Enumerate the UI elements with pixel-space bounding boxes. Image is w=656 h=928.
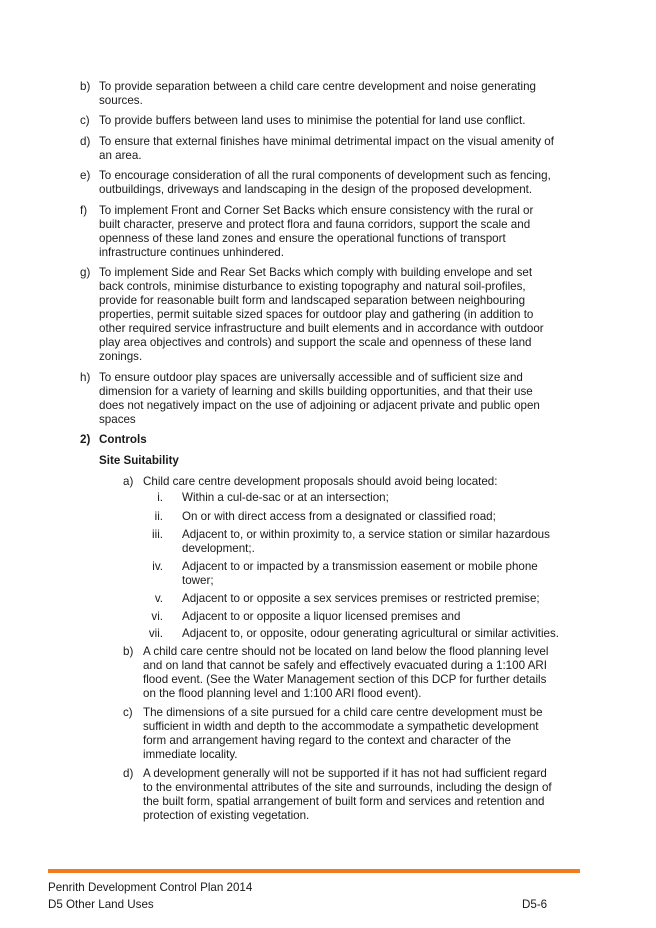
list-text: does not negatively impact on the use of adjoining or adjacent private and public open xyxy=(99,399,540,412)
list-text: on the flood planning level and 1:100 ARI flood event). xyxy=(143,687,422,700)
list-label: b) xyxy=(80,80,91,93)
section-number: 2) xyxy=(80,433,91,446)
list-text: A development generally will not be supported if it has not had sufficient regard xyxy=(143,767,547,780)
list-text: back controls, minimise disturbance to existing topography and natural soil-profiles, xyxy=(99,280,526,293)
list-label: i. xyxy=(157,491,163,504)
section-title: Controls xyxy=(99,433,147,446)
list-text: To ensure that external finishes have minimal detrimental impact on the visual amenity of xyxy=(99,135,554,148)
list-text: other required service infrastructure and built elements and in accordance with outdoor xyxy=(99,322,544,335)
list-text: Adjacent to, or opposite, odour generating agricultural or similar activities. xyxy=(182,627,559,640)
list-label: e) xyxy=(80,169,91,182)
list-text: To implement Front and Corner Set Backs which ensure consistency with the rural or xyxy=(99,204,534,217)
list-text: A child care centre should not be located on land below the flood planning level xyxy=(143,645,549,658)
list-text: the built form, spatial arrangement of built form and services and retention and xyxy=(143,795,545,808)
list-text: form and arrangement having regard to the context and character of the xyxy=(143,734,511,747)
list-text: On or with direct access from a designated or classified road; xyxy=(182,510,496,523)
list-text: To provide buffers between land uses to minimise the potential for land use conflict. xyxy=(99,114,526,127)
list-label: iii. xyxy=(152,528,163,541)
list-text: To implement Side and Rear Set Backs which comply with building envelope and set xyxy=(99,266,533,279)
list-text: and on land that cannot be safely and effectively evacuated during a 1:100 ARI xyxy=(143,659,547,672)
list-label: c) xyxy=(123,706,133,719)
list-text: To encourage consideration of all the rural components of development such as fencing, xyxy=(99,169,551,182)
list-label: iv. xyxy=(152,560,163,573)
list-label: b) xyxy=(123,645,134,658)
list-label: vi. xyxy=(151,610,163,623)
list-text: to the environmental attributes of the site and surrounds, including the design of xyxy=(143,781,552,794)
list-text: play area objectives and controls) and support the scale and openness of these land xyxy=(99,336,532,349)
list-text: sufficient in width and depth to the accommodate a sympathetic development xyxy=(143,720,539,733)
list-text: built character, preserve and protect flora and fauna corridors, support the scale and xyxy=(99,218,531,231)
footer-rule xyxy=(48,869,580,873)
list-text: Adjacent to or impacted by a transmission easement or mobile phone xyxy=(182,560,538,573)
list-text: Adjacent to or opposite a sex services premises or restricted premise; xyxy=(182,592,540,605)
list-text: To ensure outdoor play spaces are universally accessible and of sufficient size and xyxy=(99,371,523,384)
list-text: openness of these land zones and ensure the operational functions of transport xyxy=(99,232,506,245)
list-text: outbuildings, driveways and landscaping in the design of the proposed development. xyxy=(99,183,533,196)
list-text: development;. xyxy=(182,542,255,555)
list-text: properties, permit suitable sized spaces for outdoor play and gathering (in addition to xyxy=(99,308,534,321)
list-text: Child care centre development proposals should avoid being located: xyxy=(143,475,498,488)
list-text: To provide separation between a child care centre development and noise generating xyxy=(99,80,536,93)
page-number: D5-6 xyxy=(522,898,548,911)
list-text: Adjacent to or opposite a liquor licensed premises and xyxy=(182,610,461,623)
list-text: spaces xyxy=(99,413,136,426)
list-text: infrastructure continues unhindered. xyxy=(99,246,284,259)
footer-title: Penrith Development Control Plan 2014 xyxy=(48,881,253,894)
list-text: sources. xyxy=(99,94,143,107)
list-text: immediate locality. xyxy=(143,748,238,761)
list-text: Adjacent to, or within proximity to, a service station or similar hazardous xyxy=(182,528,550,541)
list-text: Within a cul-de-sac or at an intersection; xyxy=(182,491,389,504)
list-label: d) xyxy=(123,767,134,780)
list-label: h) xyxy=(80,371,91,384)
list-text: an area. xyxy=(99,149,142,162)
list-text: The dimensions of a site pursued for a child care centre development must be xyxy=(143,706,543,719)
list-text: protection of existing vegetation. xyxy=(143,809,310,822)
list-label: g) xyxy=(80,266,91,279)
footer-section: D5 Other Land Uses xyxy=(48,898,154,911)
list-label: d) xyxy=(80,135,91,148)
list-text: flood event. (See the Water Management section of this DCP for further details xyxy=(143,673,547,686)
list-text: zonings. xyxy=(99,350,143,363)
subsection-title: Site Suitability xyxy=(99,454,179,467)
list-label: c) xyxy=(80,114,90,127)
list-text: dimension for a variety of learning and skills building opportunities, and that their use xyxy=(99,385,533,398)
list-text: provide for reasonable built form and landscaped separation between neighbouring xyxy=(99,294,526,307)
list-label: vii. xyxy=(148,627,163,640)
list-label: a) xyxy=(123,475,134,488)
list-label: ii. xyxy=(154,510,163,523)
list-text: tower; xyxy=(182,574,214,587)
list-label: v. xyxy=(154,592,163,605)
list-label: f) xyxy=(80,204,88,217)
